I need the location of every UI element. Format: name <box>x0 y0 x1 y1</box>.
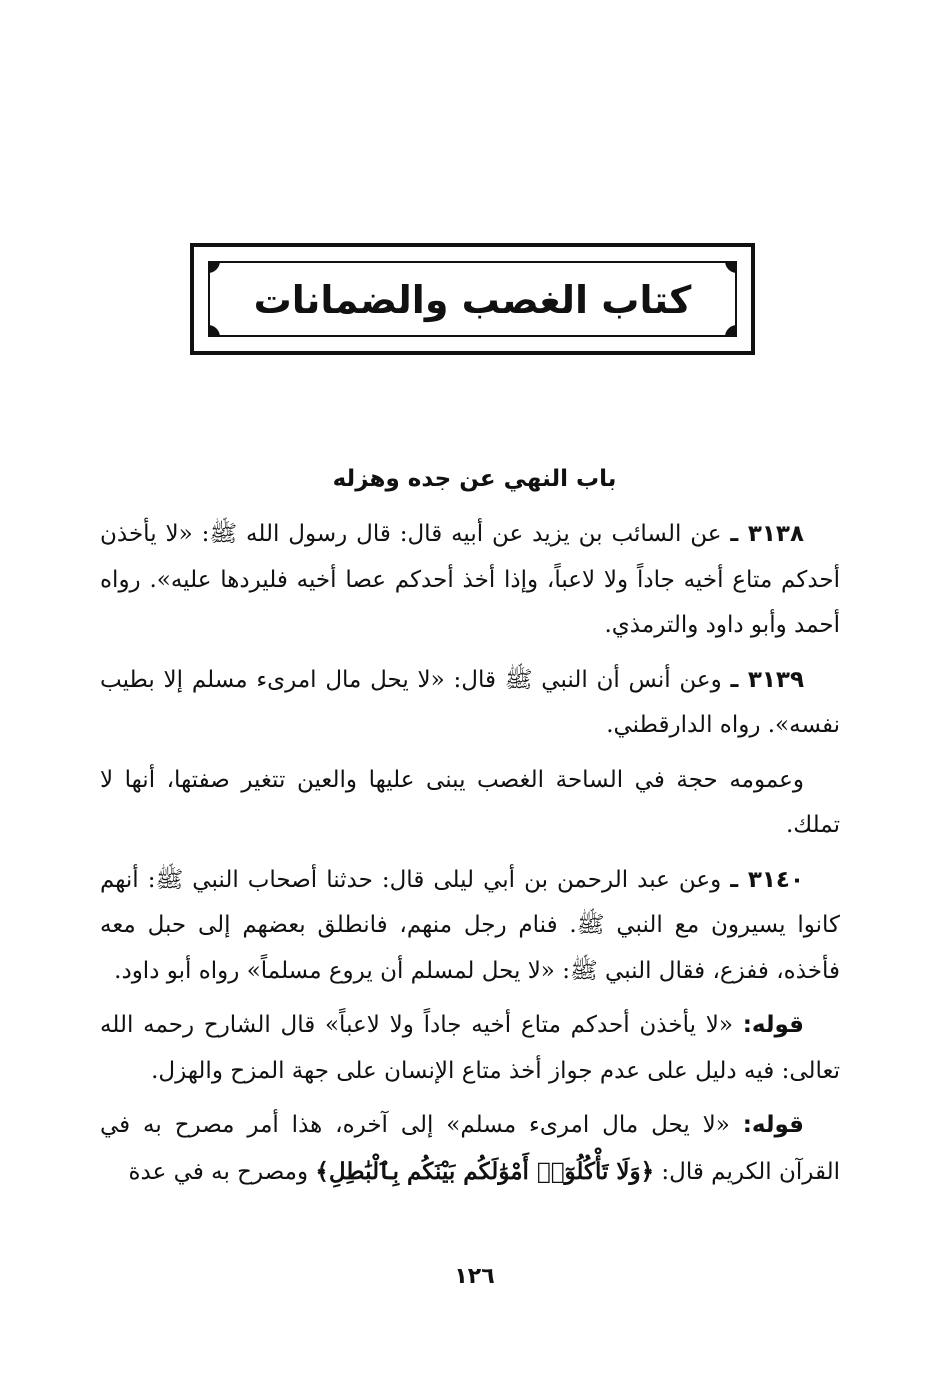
paragraph-text: عن السائب بن يزيد عن أبيه قال: قال رسول الله ﷺ: «لا يأخذن أحدكم متاع أخيه جاداً ولا لاعباً، وإذا أخذ أحدكم عصا أخيه فليردها عليه». رواه أحمد وأبو داود والترمذي. <box>100 521 840 638</box>
hadith-paragraph <box>100 512 840 649</box>
hadith-paragraph <box>100 858 840 995</box>
frame-corner-ornament <box>725 261 737 273</box>
paragraph-lead: ٣١٣٩ ـ <box>730 666 804 693</box>
paragraph-text: «لا يحل مال امرىء مسلم» إلى آخره، هذا أمر مصرح به في القرآن الكريم قال: <box>100 1112 840 1185</box>
hadith-paragraph <box>100 658 840 749</box>
paragraph-text: وعن عبد الرحمن بن أبي ليلى قال: حدثنا أصحاب النبي ﷺ: أنهم كانوا يسيرون مع النبي ﷺ. فنام رجل منهم، فانطلق بعضهم إلى حبل معه فأخذه، ففزع، فقال النبي ﷺ: «لا يحل لمسلم أن يروع مسلماً» رواه أبو داود. <box>100 866 840 984</box>
title-frame <box>190 243 755 355</box>
title-frame-inner <box>208 261 737 337</box>
chapter-title: باب النهي عن جده وهزله <box>332 466 617 492</box>
paragraph-text: وعمومه حجة في الساحة الغصب يبنى عليها والعين تتغير صفتها، أنها لا تملك. <box>100 766 840 838</box>
quran-verse: ﴿وَلَا تَأْكُلُوٓا۟ أَمْوَٰلَكُم بَيْنَكُم بِٱلْبَٰطِلِ﴾ <box>315 1157 655 1185</box>
page-number: ١٢٦ <box>454 1264 495 1289</box>
frame-corner-ornament <box>208 261 220 273</box>
paragraph-lead: ٣١٣٨ ـ <box>730 521 805 547</box>
paragraph-lead: قوله: <box>742 1112 804 1138</box>
paragraph-lead: ٣١٤٠ ـ <box>730 866 804 893</box>
commentary-paragraph <box>100 1103 840 1195</box>
body-text <box>100 512 840 1204</box>
paragraph-lead: قوله: <box>742 1012 804 1038</box>
commentary-paragraph <box>100 758 840 849</box>
frame-corner-ornament <box>208 325 220 337</box>
commentary-paragraph <box>100 1003 840 1094</box>
book-title: كتاب الغصب والضمانات <box>253 278 692 322</box>
paragraph-text: «لا يأخذن أحدكم متاع أخيه جاداً ولا لاعباً» قال الشارح رحمه الله تعالى: فيه دليل على عدم جواز أخذ متاع الإنسان على جهة المزح والهزل. <box>100 1012 840 1084</box>
paragraph-text: وعن أنس أن النبي ﷺ قال: «لا يحل مال امرىء مسلم إلا بطيب نفسه». رواه الدارقطني. <box>100 666 840 738</box>
paragraph-text: ومصرح به في عدة <box>128 1158 316 1185</box>
frame-corner-ornament <box>725 325 737 337</box>
